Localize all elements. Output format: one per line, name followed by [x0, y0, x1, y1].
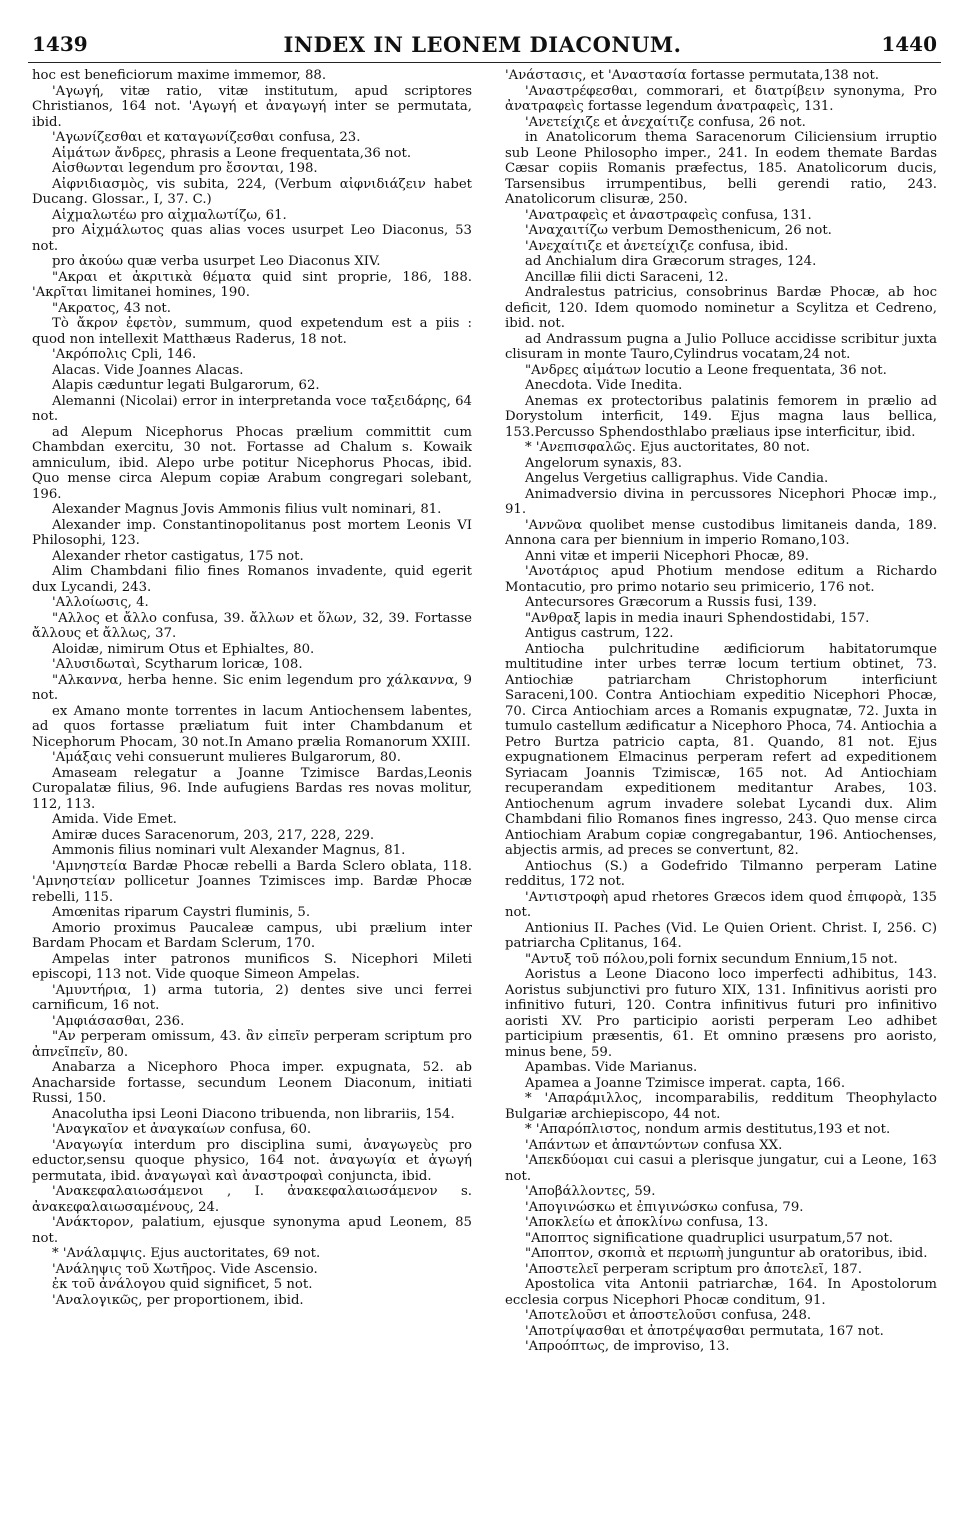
- index-entry: Angelus Vergetius calligraphus. Vide Candia.: [525, 471, 829, 486]
- index-entry: "Αποπτος significatione quadruplici usurpatum,57 not.: [525, 1230, 893, 1246]
- index-entry: Alemanni (Nicolai) error in interpretanda voce ταξειδάρης, 64 not.: [32, 393, 472, 424]
- index-entry: 'Απογινώσκω et ἐπιγινώσκω confusa, 79.: [525, 1199, 804, 1215]
- index-entry: 'Αμυντήρια, 1) arma tutoria, 2) dentes sive unci ferrei carnificum, 16 not.: [32, 982, 472, 1013]
- index-entry: 'Αμάξαις vehi consuerunt mulieres Bulgarorum, 80.: [52, 750, 401, 765]
- index-entry: * 'Απαρόπλιστος, nondum armis destitutus,193 et not.: [525, 1122, 891, 1137]
- index-entry: 'Αμνηστεία Bardæ Phocæ rebelli a Barda Sclero oblata, 118. 'Αμνηστείαν pollicetur Joannes Tzimisces imp. Bardæ Phocæ rebelli, 115.: [32, 858, 472, 905]
- index-entry: Apambas. Vide Marianus.: [525, 1060, 698, 1075]
- index-entry: 'Αλλοίωσις, 4.: [52, 595, 149, 610]
- index-entry: Anemas ex protectoribus palatinis femorem in prælio ad Dorystolum interficit, 149. Ejus magna laus bellica, 153.Percusso Sphendosthlabo præliaus ipse interficitur, ibid.: [505, 393, 937, 440]
- index-entry: ex Amano monte torrentes in lacum Antiochensem labentes, ad quos fortasse præliatum fuit inter Chambdanum et Nicephorum Phocam, 30 not.In Amano prælia Romanorum XXIII.: [32, 703, 472, 750]
- index-entry: 'Ανάκτορον, palatium, ejusque synonyma apud Leonem, 85 not.: [32, 1215, 472, 1246]
- index-entry: 'Αναστρέφεσθαι, commorari, et διατρίβειν synonyma, Pro ἀνατραφεὶς fortasse legendum ἀνατραφεὶς, 131.: [505, 83, 937, 114]
- index-entry: Αἰφνιδιασμὸς, vis subita, 224, (Verbum αἰφνιδιάζειν habet Ducang. Glossar., I, 37. C.): [32, 176, 472, 207]
- index-entry: 'Αντιστροφὴ apud rhetores Græcos idem quod ἐπιφορὰ, 135 not.: [505, 889, 937, 920]
- index-entry: Andralestus patricius, consobrinus Bardæ Phocæ, ab hoc deficit, 120. Idem quomodo nominetur a Scylitza et Cedreno, ibid. not.: [505, 285, 937, 331]
- index-entry: Anabarza a Nicephoro Phoca imper. expugnata, 52. ab Anacharside fortasse, secundum Leonem Diaconum, initiati Russi, 150.: [32, 1060, 472, 1106]
- index-entry: 'Ακρόπολις Cpli, 146.: [52, 347, 197, 362]
- index-entry: "Ακραι et ἀκριτικὰ θέματα quid sint proprie, 186, 188. 'Ακρῖται limitanei homines, 190.: [32, 269, 472, 300]
- index-entry: 'Ανατραφεὶς et ἀναστραφεὶς confusa, 131.: [525, 207, 812, 223]
- index-entry: ad Anchialum dira Græcorum strages, 124.: [525, 254, 817, 269]
- index-entry: Alexander Magnus Jovis Ammonis filius vult nominari, 81.: [52, 502, 442, 517]
- index-entry: Anni vitæ et imperii Nicephori Phocæ, 89.: [525, 548, 809, 564]
- index-entry: 'Αναλογικῶς, per proportionem, ibid.: [52, 1292, 304, 1308]
- index-entry: 'Αλυσιδωταὶ, Scytharum loricæ, 108.: [52, 657, 303, 672]
- index-entry: 'Αναχαιτίζω verbum Demosthenicum, 26 not.: [525, 223, 832, 238]
- index-entry: Antiocha pulchritudine ædificiorum habitatorumque multitudine inter urbes terræ locum tertium obtinet, 73. Antiochiæ patriarcham Christophorum interficiunt Saraceni,100. Contra Antiochiam expeditio Nicephori Phocæ, 70. Circa Antiochiam arces a Romanis expugnatæ, 72. Juxta in tumulo castellum ædificatur a Nicephoro Phoca, 74. Antiochia a Petro Burtza patricio capta, 81. Quando, 81 not. Ejus expugnationem Elmacinus perperam refert ad expeditionem Syriacam Joannis Tzimiscæ, 165 not. Ad Antiochiam recuperandam expeditionem meditantur Arabes, 103. Antiochenum agrum invadere solebat Lycandi dux. Alim Chambdani filio Romanos fines ingresso, 243. Quo mense circa Antiochiam Arabum copiæ congregabantur, 196. Antiochenses, abjectis armis, ad preces se convertunt, 82.: [505, 641, 937, 858]
- index-column-left: [32, 68, 472, 1536]
- index-entry: 'Ανοτάριος apud Photium mendose editum a Richardo Montacutio, pro primo notario seu primicerio, 176 not.: [505, 564, 937, 595]
- index-entry: 'Αποτελοῦσι et ἀποστελοῦσι confusa, 248.: [525, 1308, 812, 1323]
- index-entry: Apostolica vita Antonii patriarchæ, 164. In Apostolorum ecclesia corpus Nicephori Phocæ conditum, 91.: [505, 1277, 937, 1308]
- index-entry: 'Απροόπτως, de improviso, 13.: [525, 1339, 730, 1354]
- index-entry: "Αλκαννα, herba henne. Sic enim legendum pro χάλκαννα, 9 not.: [32, 672, 472, 703]
- index-entry: 'Ανεχαίτιζε et ἀνετείχιζε confusa, ibid.: [525, 238, 789, 254]
- index-entry: "Ανδρες αἱμάτων locutio a Leone frequentata, 36 not.: [525, 362, 887, 378]
- index-entry: ad Alepum Nicephorus Phocas prælium committit cum Chambdan exercitu, 30 not. Fortasse ad Chalum s. Kowaik amniculum, ibid. Alepo urbe potitur Nicephorus Phocas, ibid. Quo mense circa Alepum copiæ Arabum congregari solebant, 196.: [32, 424, 472, 502]
- index-entry: Αἰσθωνται legendum pro ἔσονται, 198.: [52, 161, 318, 176]
- page-number-left: 1439: [32, 32, 88, 56]
- index-entry: in Anatolicorum thema Saracenorum Ciliciensium irruptio sub Leone Philosopho imper., 241. In eodem themate Bardas Cæsar copiis Romanis præfectus, 185. Anatolicorum ducis, Tarsensibus irrumpentibus, belli gerendi ratio, 243. Anatolicorum clisuræ, 250.: [505, 130, 937, 207]
- index-entry: 'Απάντων et ἀπαντώντων confusa XX.: [525, 1137, 783, 1153]
- index-entry: 'Ανάληψις τοῦ Χωτῆρος. Vide Ascensio.: [52, 1261, 318, 1277]
- index-entry: Apamea a Joanne Tzimisce imperat. capta, 166.: [525, 1075, 846, 1091]
- index-entry: Aoristus a Leone Diacono loco imperfecti adhibitus, 143. Aoristus subjunctivi pro futuro XIX, 131. Infinitivus aoristi pro infinitivo futuri, 120. Contra infinitivus futuri pro infinitivo aoristi XV. Pro participio aoristi perperam Leo adhibet participium præsentis, 61. Et omnino præsens pro aoristo, minus bene, 59.: [505, 967, 937, 1060]
- index-entry: Antionius II. Paches (Vid. Le Quien Orient. Christ. I, 256. C) patriarcha Cplitanus, 164.: [505, 920, 937, 951]
- index-entry: Alexander rhetor castigatus, 175 not.: [52, 548, 304, 564]
- index-entry: Anacolutha ipsi Leoni Diacono tribuenda, non librariis, 154.: [52, 1106, 455, 1122]
- index-entry: "Αντυξ τοῦ πόλου,poli fornix secundum Ennium,15 not.: [525, 951, 898, 967]
- index-entry: 'Αναγωγία interdum pro disciplina sumi, ἀναγωγεὺς pro eductor,sensu quoque physico, 164 not. ἀναγωγία et ἀγωγή permutata, ibid. ἀναγωγαὶ καὶ ἀναστροφαὶ conjuncta, ibid.: [32, 1137, 472, 1184]
- index-entry: pro ἀκούω quæ verba usurpet Leo Diaconus XIV.: [52, 254, 381, 269]
- index-entry: "Αν perperam omissum, 43. ἂν εἰπεῖν perperam scriptum pro ἀπνεῖπεῖν, 80.: [32, 1029, 472, 1060]
- index-entry: Antiochus (S.) a Godefrido Tilmanno perperam Latine redditus, 172 not.: [505, 858, 937, 889]
- index-entry: 'Αννῶνα quolibet mense custodibus limitaneis danda, 189. Annona cara per biennium in imperio Romano,103.: [505, 517, 937, 548]
- index-entry: Ampelas inter patronos munificos S. Nicephori Mileti episcopi, 113 not. Vide quoque Simeon Ampelas.: [32, 951, 472, 982]
- index-entry: * 'Ανάλαμψις. Ejus auctoritates, 69 not.: [52, 1246, 321, 1261]
- index-entry: "Αλλος et ἄλλο confusa, 39. ἄλλων et ὅλων, 32, 39. Fortasse ἄλλους et ἄλλως, 37.: [32, 610, 472, 641]
- index-entry: pro Αἰχμάλωτος quas alias voces usurpet Leo Diaconus, 53 not.: [32, 223, 472, 254]
- index-entry: 'Αποστελεῖ perperam scriptum pro ἀποτελεῖ, 187.: [525, 1261, 862, 1277]
- index-entry: hoc est beneficiorum maxime immemor, 88.: [32, 68, 327, 83]
- index-entry: Alapis cæduntur legati Bulgarorum, 62.: [52, 378, 320, 393]
- index-entry: ad Andrassum pugna a Julio Polluce accidisse scribitur juxta clisuram in monte Tauro,Cylindrus vocatam,24 not.: [505, 331, 937, 362]
- running-title: INDEX IN LEONEM DIACONUM.: [283, 32, 682, 57]
- index-entry: Amaseam relegatur a Joanne Tzimisce Bardas,Leonis Curopalatæ filius, 96. Inde aufugiens Bardas res novas molitur, 112, 113.: [32, 765, 472, 812]
- index-entry: 'Αμφιάσασθαι, 236.: [52, 1013, 185, 1029]
- index-entry: Ammonis filius nominari vult Alexander Magnus, 81.: [52, 843, 406, 858]
- index-entry: ἐκ τοῦ ἀνάλογου quid significet, 5 not.: [52, 1277, 313, 1292]
- index-entry: Anecdota. Vide Inedita.: [525, 378, 683, 393]
- index-entry: 'Αποκλείω et ἀποκλίνω confusa, 13.: [525, 1215, 769, 1230]
- index-entry: "Αποπτον, σκοπιὰ et περιωπὴ junguntur ab oratoribus, ibid.: [525, 1246, 928, 1261]
- index-entry: Alacas. Vide Joannes Alacas.: [52, 362, 244, 378]
- index-entry: Alim Chambdani filio fines Romanos invadente, quid egerit dux Lycandi, 243.: [32, 564, 472, 595]
- index-entry: Antecursores Græcorum a Russis fusi, 139.: [525, 595, 817, 610]
- index-entry: Τὸ ἄκρον ἐφετὸν, summum, quod expetendum est a piis : quod non intellexit Matthæus Raderus, 18 not.: [32, 316, 472, 347]
- index-entry: 'Ανάστασις, et 'Αναστασία fortasse permutata,138 not.: [505, 68, 879, 83]
- index-entry: 'Ανετείχιζε et ἀνεχαίτιζε confusa, 26 not.: [525, 114, 806, 130]
- index-entry: Animadversio divina in percussores Nicephori Phocæ imp., 91.: [505, 486, 937, 517]
- index-entry: 'Αγωνίζεσθαι et καταγωνίζεσθαι confusa, 23.: [52, 130, 361, 145]
- index-entry: 'Αποβάλλοντες, 59.: [525, 1184, 656, 1199]
- index-entry: Αἰχμαλωτέω pro αἰχμαλωτίζω, 61.: [52, 207, 287, 223]
- index-entry: * 'Απαράμιλλος, incomparabilis, redditum Theophylacto Bulgariæ archiepiscopo, 44 not.: [505, 1091, 937, 1122]
- page-header: [0, 0, 965, 64]
- index-entry: 'Ανακεφαλαιωσάμενοι , I. ἀνακεφαλαιωσάμενον s. ἀνακεφαλαιωσαμένους, 24.: [32, 1184, 472, 1215]
- index-entry: 'Απεκδύομαι cui casui a plerisque jungatur, cui a Leone, 163 not.: [505, 1153, 937, 1184]
- index-entry: 'Αποτρίψασθαι et ἀποτρέψασθαι permutata, 167 not.: [525, 1323, 884, 1339]
- header-rule: [28, 62, 941, 63]
- index-entry: 'Αγωγή, vitæ ratio, vitæ institutum, apud scriptores Christianos, 164 not. 'Αγωγή et ἀναγωγή inter se permutata, ibid.: [32, 83, 472, 130]
- index-entry: Αἱμάτων ἄνδρες, phrasis a Leone frequentata,36 not.: [52, 145, 412, 161]
- index-entry: Aloidæ, nimirum Otus et Ephialtes, 80.: [52, 641, 315, 657]
- index-entry: Amida. Vide Emet.: [52, 812, 177, 827]
- index-entry: Alexander imp. Constantinopolitanus post mortem Leonis VI Philosophi, 123.: [32, 517, 472, 548]
- index-entry: Ancillæ filii dicti Saraceni, 12.: [525, 269, 729, 285]
- index-entry: Angelorum synaxis, 83.: [525, 455, 683, 471]
- page-number-right: 1440: [881, 32, 937, 56]
- index-entry: "Ανθραξ lapis in media inauri Sphendostidabi, 157.: [525, 610, 870, 626]
- index-entry: Amorio proximus Paucaleæ campus, ubi prælium inter Bardam Phocam et Bardam Sclerum, 170.: [32, 920, 472, 951]
- index-entry: "Ακρατος, 43 not.: [52, 300, 171, 316]
- index-entry: Antigus castrum, 122.: [525, 626, 674, 641]
- index-column-right: [505, 68, 937, 1536]
- index-entry: Amœnitas riparum Caystri fluminis, 5.: [52, 905, 311, 920]
- index-entry: * 'Ανεπισφαλῶς. Ejus auctoritates, 80 not.: [525, 440, 810, 455]
- index-entry: 'Αναγκαῖον et ἀναγκαίων confusa, 60.: [52, 1122, 312, 1137]
- index-entry: Amiræ duces Saracenorum, 203, 217, 228, 229.: [52, 827, 375, 843]
